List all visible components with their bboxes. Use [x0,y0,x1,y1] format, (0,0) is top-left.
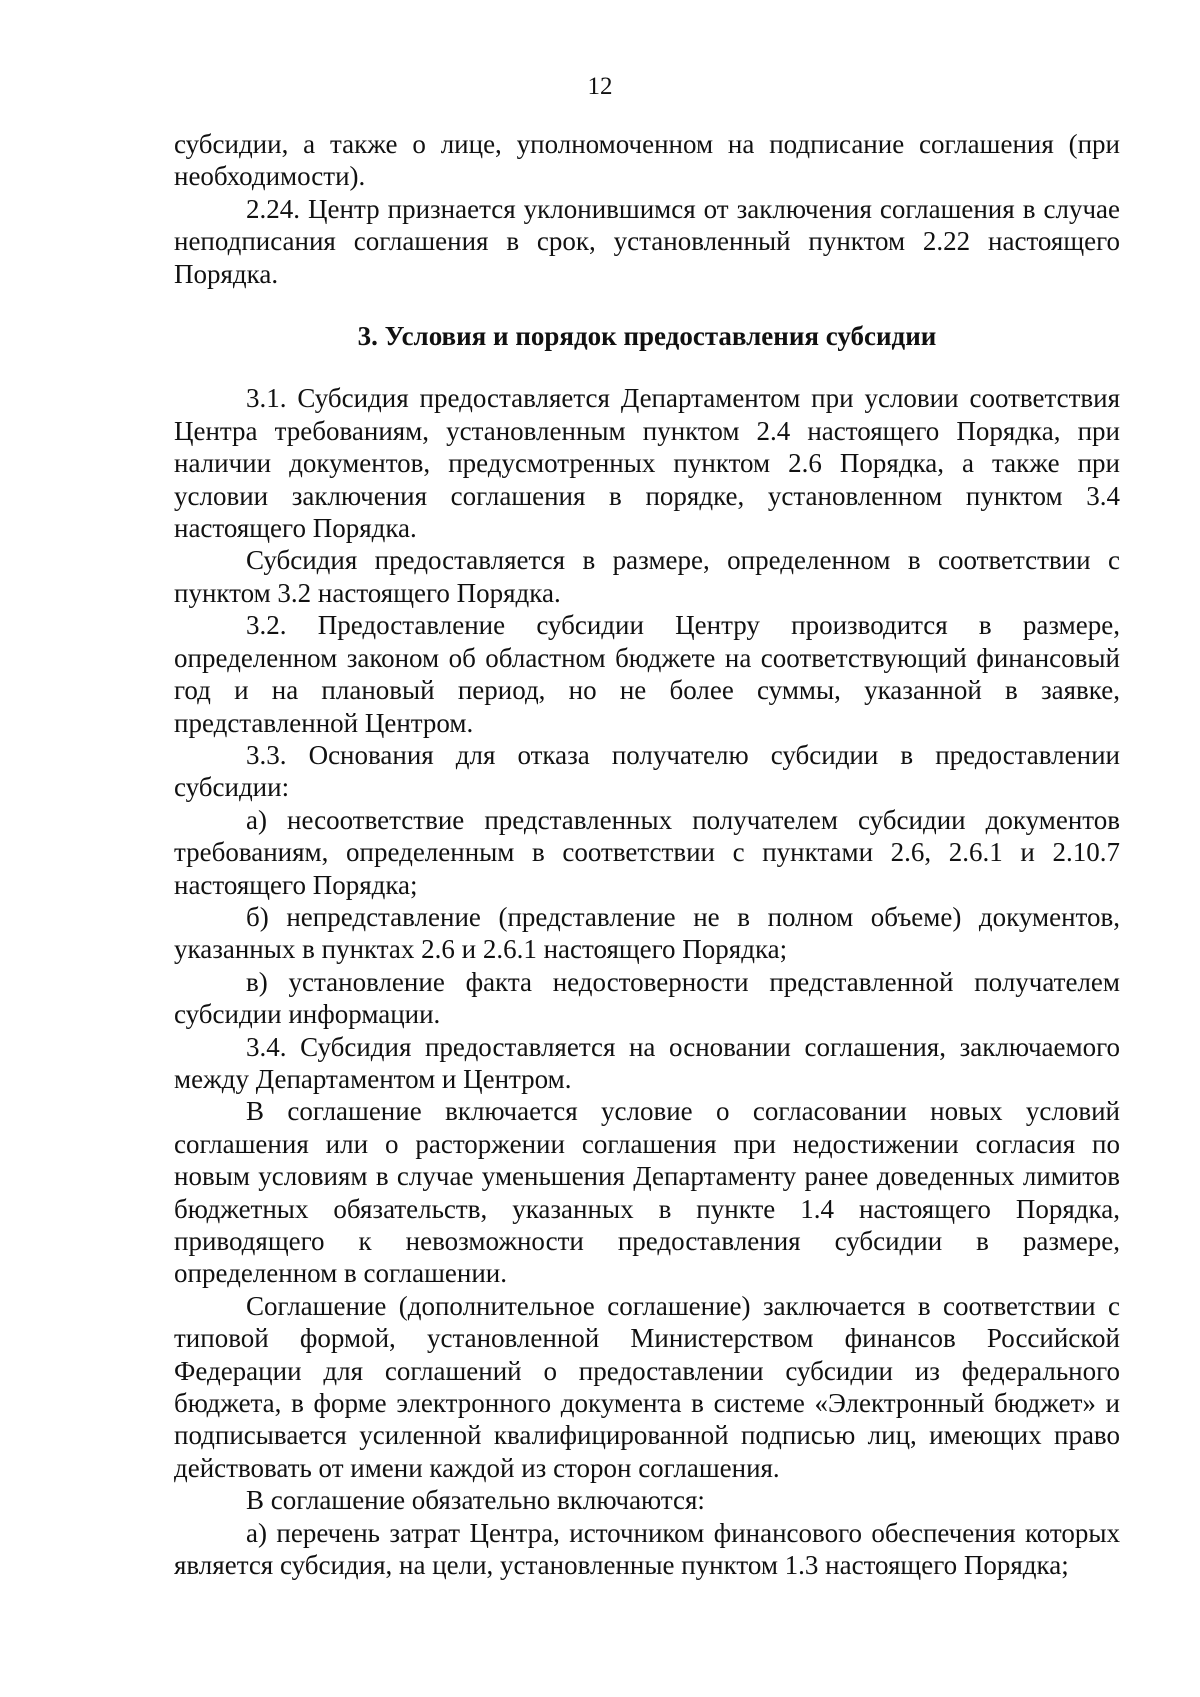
paragraph: Субсидия предоставляется в размере, определенном в соответствии с пунктом 3.2 настоящего Порядка. [174,545,1120,608]
list-item: в) установление факта недостоверности представленной получателем субсидии информации. [174,966,1120,1030]
page-number: 12 [587,73,613,100]
document-body [174,128,1120,1581]
paragraph: 3.3. Основания для отказа получателю субсидии в предоставлении субсидии: [174,739,1120,803]
section-heading: 3. Условия и порядок предоставления субсидии [357,321,937,352]
paragraph: В соглашение обязательно включаются: [246,1485,705,1516]
paragraph: 3.4. Субсидия предоставляется на основании соглашения, заключаемого между Департаментом и Центром. [174,1031,1120,1094]
paragraph: Соглашение (дополнительное соглашение) заключается в соответствии с типовой формой, установленной Министерством финансов Российской Федерации для соглашений о предоставлении субсидии из федерального бюджета, в форме электронного документа в системе «Электронный бюджет» и подписывается усиленной квалифицированной подписью лиц, имеющих право действовать от имени каждой из сторон соглашения. [174,1290,1120,1483]
list-item: а) перечень затрат Центра, источником финансового обеспечения которых является субсидия, на цели, установленные пунктом 1.3 настоящего Порядка; [174,1517,1120,1581]
list-item: б) непредставление (представление не в полном объеме) документов, указанных в пунктах 2.6 и 2.6.1 настоящего Порядка; [174,901,1120,965]
list-item: а) несоответствие представленных получателем субсидии документов требованиям, определенным в соответствии с пунктами 2.6, 2.6.1 и 2.10.7 настоящего Порядка; [174,804,1120,900]
paragraph: В соглашение включается условие о согласовании новых условий соглашения или о расторжении соглашения при недостижении согласия по новым условиям в случае уменьшения Департаменту ранее доведенных лимитов бюджетных обязательств, указанных в пункте 1.4 настоящего Порядка, приводящего к невозможности предоставления субсидии в размере, определенном в соглашении. [174,1096,1120,1289]
paragraph: 2.24. Центр признается уклонившимся от заключения соглашения в случае неподписания соглашения в срок, установленный пунктом 2.22 настоящего Порядка. [174,193,1120,289]
paragraph: субсидии, а также о лице, уполномоченном на подписание соглашения (при необходимости). [174,129,1120,192]
paragraph: 3.1. Субсидия предоставляется Департаментом при условии соответствия Центра требованиям, установленным пунктом 2.4 настоящего Порядка, при наличии документов, предусмотренных пунктом 2.6 Порядка, а также при условии заключения соглашения в порядке, установленном пунктом 3.4 настоящего Порядка. [174,383,1120,544]
paragraph: 3.2. Предоставление субсидии Центру производится в размере, определенном законом об областном бюджете на соответствующий финансовый год и на плановый период, но не более суммы, указанной в заявке, представленной Центром. [174,610,1120,738]
